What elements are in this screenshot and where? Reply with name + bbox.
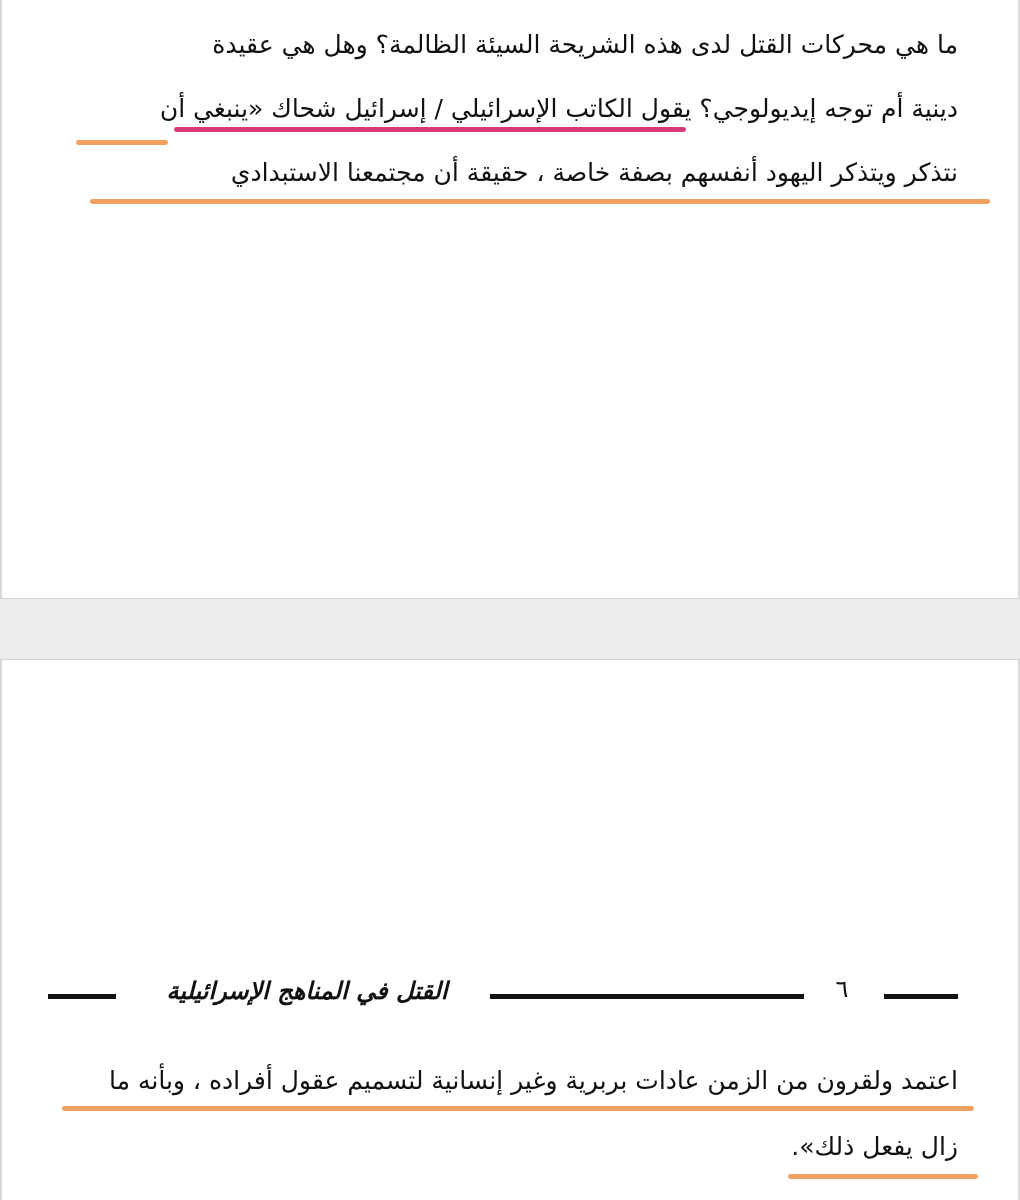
running-header-title: القتل في المناهج الإسرائيلية [166,977,448,1005]
highlight-underline-author [174,127,686,132]
highlight-underline-line-4 [62,1106,974,1111]
header-rule-left [48,994,116,999]
running-header [42,972,962,1012]
page-separator [0,598,1020,660]
highlight-underline-line-3 [90,199,990,204]
text-line-5: زال يفعل ذلك». [791,1132,958,1161]
header-rule-right [884,994,958,999]
text-line-1: ما هي محركات القتل لدى هذه الشريحة السيئة الظالمة؟ وهل هي عقيدة [212,30,958,59]
header-rule-middle [490,994,804,999]
text-line-4: اعتمد ولقرون من الزمن عادات بربرية وغير إنسانية لتسميم عقول أفراده ، وبأنه ما [109,1066,958,1095]
page-number: ٦ [835,975,849,1003]
highlight-underline-line-5 [788,1174,978,1179]
text-line-2: دينية أم توجه إيديولوجي؟ يقول الكاتب الإسرائيلي / إسرائيل شحاك «ينبغي أن [159,94,958,123]
document-page-top [0,0,1020,598]
text-line-3: نتذكر ويتذكر اليهود أنفسهم بصفة خاصة ، حقيقة أن مجتمعنا الاستبدادي [230,158,958,187]
highlight-underline-quote-start [76,140,168,145]
document-page-bottom [0,660,1020,1200]
